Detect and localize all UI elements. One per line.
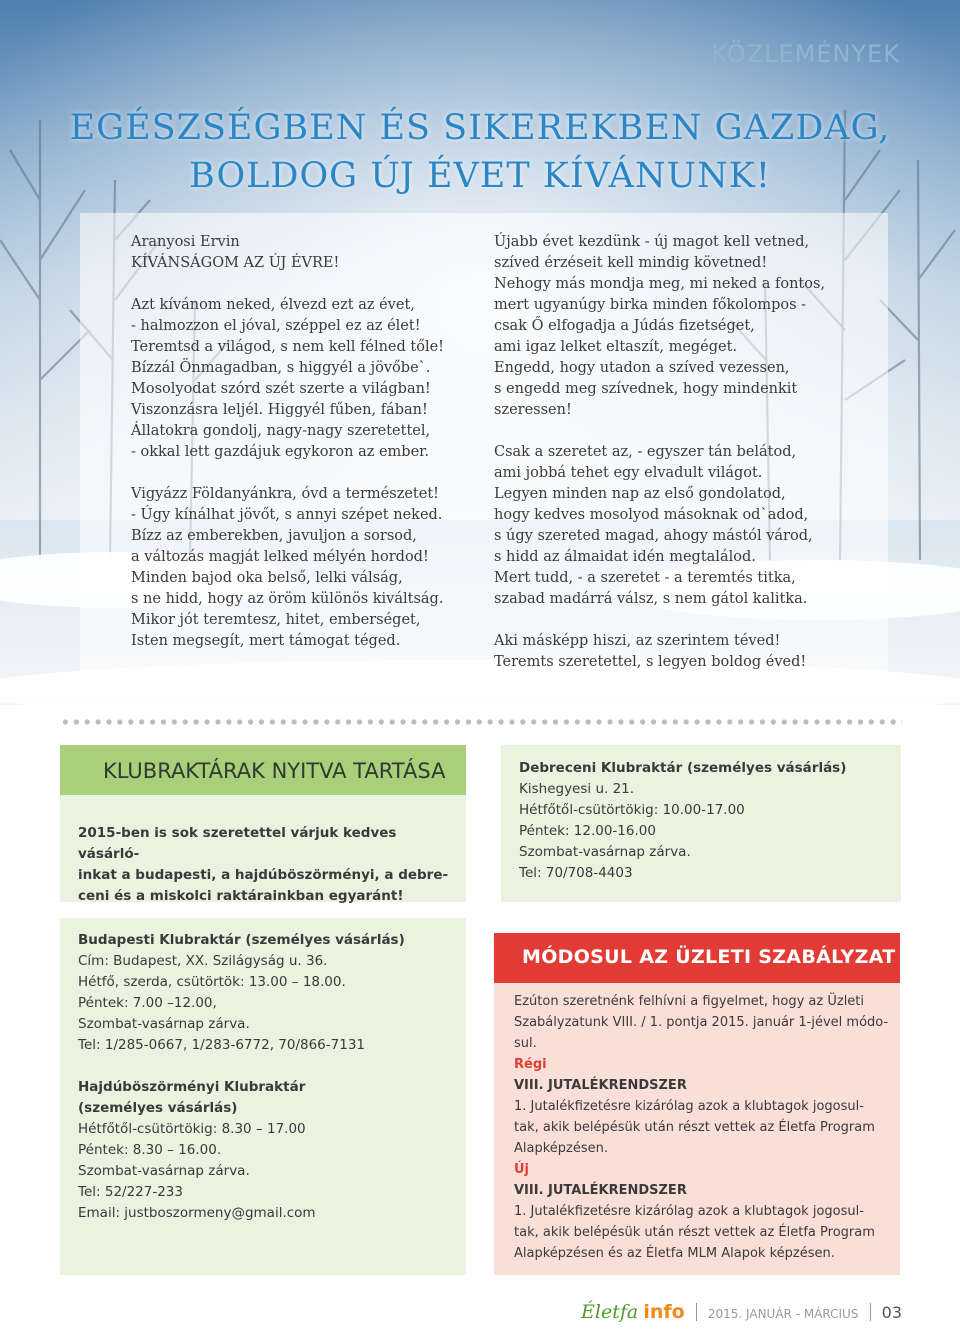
klub-intro-line: ceni és a miskolci raktárainkban egyaránt!	[78, 888, 404, 904]
brand-logo-eletfa: Életfa	[581, 1301, 639, 1323]
poem-right-column	[494, 232, 825, 673]
hajdu-friday-hours: Péntek: 8.30 – 16.00.	[78, 1142, 222, 1158]
poem-line: Mikor jót teremtesz, hitet, emberséget,	[131, 612, 421, 628]
hajdu-store-title: Hajdúböszörményi Klubraktár	[78, 1079, 306, 1095]
budapest-store-title: Budapesti Klubraktár (személyes vásárlás)	[78, 932, 405, 948]
policy-intro-line: Szabályzatunk VIII. / 1. pontja 2015. január 1-jével módo-	[514, 1015, 889, 1030]
klub-heading-bar	[60, 745, 466, 795]
dotted-divider	[60, 716, 902, 728]
footer-separator	[870, 1303, 871, 1321]
debrecen-phone: Tel: 70/708-4403	[519, 865, 633, 881]
klub-intro-line: inkat a budapesti, a hajdúböszörményi, a debre-	[78, 867, 449, 883]
poem-line: csak Ő elfogadja a Júdás fizetséget,	[494, 318, 755, 334]
poem-line: Aranyosi Ervin	[131, 234, 240, 250]
budapest-address: Cím: Budapest, XX. Szilágyság u. 36.	[78, 953, 328, 969]
stanza-break	[131, 274, 444, 295]
policy-intro-line: sul.	[514, 1036, 537, 1051]
policy-intro-line: Ezúton szeretnénk felhívni a figyelmet, hogy az Üzleti	[514, 994, 865, 1009]
stanza-break	[131, 463, 444, 484]
new-rule-title: VIII. JUTALÉKRENDSZER	[514, 1183, 687, 1198]
page-footer	[581, 1301, 902, 1331]
old-rule-text-line: tak, akik belépésük után részt vettek az Életfa Program	[514, 1120, 875, 1135]
poem-line: Csak a szeretet az, - egyszer tán belátod,	[494, 444, 797, 460]
poem-line: szeressen!	[494, 402, 572, 418]
poem-line: - halmozzon el jóval, széppel ez az élet!	[131, 318, 421, 334]
poem-line: Minden bajod oka belső, lelki válság,	[131, 570, 403, 586]
hajdu-weekend: Szombat-vasárnap zárva.	[78, 1163, 250, 1179]
brand-logo-info: info	[643, 1301, 685, 1323]
hajdu-weekday-hours: Hétfőtől-csütörtökig: 8.30 – 17.00	[78, 1121, 306, 1137]
issue-date: 2015. JANUÁR - MÁRCIUS	[707, 1307, 859, 1321]
debrecen-weekday-hours: Hétfőtől-csütörtökig: 10.00-17.00	[519, 802, 745, 818]
poem-line: - okkal lett gazdájuk egykoron az ember.	[131, 444, 430, 460]
poem-line: Teremts szeretettel, s legyen boldog éved!	[494, 654, 807, 670]
poem-line: - Úgy kínálhat jövőt, s annyi szépet neked.	[131, 507, 443, 523]
stanza-break	[494, 610, 825, 631]
hajdu-email: Email: justboszormeny@gmail.com	[78, 1205, 316, 1221]
page-title	[0, 104, 960, 200]
old-rule-label: Régi	[514, 1057, 547, 1072]
poem-line: Állatokra gondolj, nagy-nagy szeretettel,	[131, 423, 431, 439]
poem-line: s ne hidd, hogy az öröm különös kiváltság.	[131, 591, 444, 607]
poem-line: Azt kívánom neked, élvezd ezt az évet,	[131, 297, 415, 313]
poem-line: s engedd meg szívednek, hogy mindenkit	[494, 381, 798, 397]
section-label: KÖZLEMÉNYEK	[711, 40, 900, 68]
page-title-line-1: EGÉSZSÉGBEN ÉS SIKEREKBEN GAZDAG,	[69, 108, 891, 148]
poem-line: Bízzál Önmagadban, s higgyél a jövőbe`.	[131, 360, 431, 376]
poem-line: KÍVÁNSÁGOM AZ ÚJ ÉVRE!	[131, 255, 340, 271]
poem-line: ami igaz lelket eltaszít, megéget.	[494, 339, 738, 355]
stanza-break	[494, 421, 825, 442]
debrecen-store-box	[501, 745, 901, 902]
poem-line: szabad madárrá válsz, s nem gátol kalitka.	[494, 591, 808, 607]
poem-line: Bízz az emberekben, javuljon a sorsod,	[131, 528, 417, 544]
old-rule-text-line: Alapképzésen.	[514, 1141, 609, 1156]
poem-line: Aki másképp hiszi, az szerintem téved!	[494, 633, 781, 649]
new-rule-text-line: 1. Jutalékfizetésre kizárólag azok a klubtagok jogosul-	[514, 1204, 864, 1219]
klub-intro-line: 2015-ben is sok szeretettel várjuk kedves vásárló-	[78, 825, 397, 862]
policy-heading-bar	[494, 933, 900, 983]
hajdu-store-subtitle: (személyes vásárlás)	[78, 1100, 238, 1116]
budapest-phone: Tel: 1/285-0667, 1/283-6772, 70/866-7131	[78, 1037, 366, 1053]
poem-line: Viszonzásra leljél. Higgyél fűben, fában!	[131, 402, 428, 418]
poem-line: Vigyázz Földanyánkra, óvd a természetet!	[131, 486, 439, 502]
page-number: 03	[881, 1303, 902, 1322]
debrecen-address: Kishegyesi u. 21.	[519, 781, 635, 797]
debrecen-store-title: Debreceni Klubraktár (személyes vásárlás)	[519, 760, 847, 776]
poem-line: a változás magját lelked mélyén hordod!	[131, 549, 429, 565]
klub-intro	[78, 823, 458, 907]
new-rule-text-line: Alapképzésen és az Életfa MLM Alapok képzésen.	[514, 1246, 835, 1261]
debrecen-friday-hours: Péntek: 12.00-16.00	[519, 823, 656, 839]
new-rule-label: Új	[514, 1162, 530, 1177]
budapest-weekend: Szombat-vasárnap zárva.	[78, 1016, 250, 1032]
budapest-friday-hours: Péntek: 7.00 –12.00,	[78, 995, 217, 1011]
poem-line: szíved érzéseit kell mindig követned!	[494, 255, 768, 271]
budapest-weekday-hours: Hétfő, szerda, csütörtök: 13.00 – 18.00.	[78, 974, 346, 990]
hajdu-phone: Tel: 52/227-233	[78, 1184, 183, 1200]
poem-line: ami jobbá tehet egy elvadult világot.	[494, 465, 763, 481]
poem-left-column	[131, 232, 444, 652]
new-rule-text-line: tak, akik belépésük után részt vettek az Életfa Program	[514, 1225, 875, 1240]
poem-line: Isten megsegít, mert támogat téged.	[131, 633, 401, 649]
policy-change-box	[494, 933, 900, 1275]
klub-heading: KLUBRAKTÁRAK NYITVA TARTÁSA	[103, 759, 446, 783]
budapest-hajdu-store-box	[60, 918, 466, 1275]
poem-line: Legyen minden nap az első gondolatod,	[494, 486, 786, 502]
poem-line: Mosolyodat szórd szét szerte a világban!	[131, 381, 431, 397]
poem-line: mert ugyanúgy birka minden főkolompos -	[494, 297, 807, 313]
klub-opening-hours-box	[60, 745, 466, 902]
old-rule-title: VIII. JUTALÉKRENDSZER	[514, 1078, 687, 1093]
poem-line: Teremtsd a világod, s nem kell félned tőle!	[131, 339, 445, 355]
debrecen-weekend: Szombat-vasárnap zárva.	[519, 844, 691, 860]
poem-line: s úgy szereted magad, ahogy mástól várod,	[494, 528, 813, 544]
page-title-line-2: BOLDOG ÚJ ÉVET KÍVÁNUNK!	[189, 156, 771, 196]
poem-line: Mert tudd, - a szeretet - a teremtés titka,	[494, 570, 796, 586]
old-rule-text-line: 1. Jutalékfizetésre kizárólag azok a klubtagok jogosul-	[514, 1099, 864, 1114]
policy-heading: MÓDOSUL AZ ÜZLETI SZABÁLYZAT	[522, 946, 896, 968]
poem-line: Engedd, hogy utadon a szíved vezessen,	[494, 360, 790, 376]
poem-line: Nehogy más mondja meg, mi neked a fontos,	[494, 276, 826, 292]
poem-line: hogy kedves mosolyod másoknak od`adod,	[494, 507, 809, 523]
footer-separator	[696, 1303, 697, 1321]
poem-line: Újabb évet kezdünk - új magot kell vetned,	[494, 234, 810, 250]
poem-line: s hidd az álmaidat idén megtalálod.	[494, 549, 756, 565]
